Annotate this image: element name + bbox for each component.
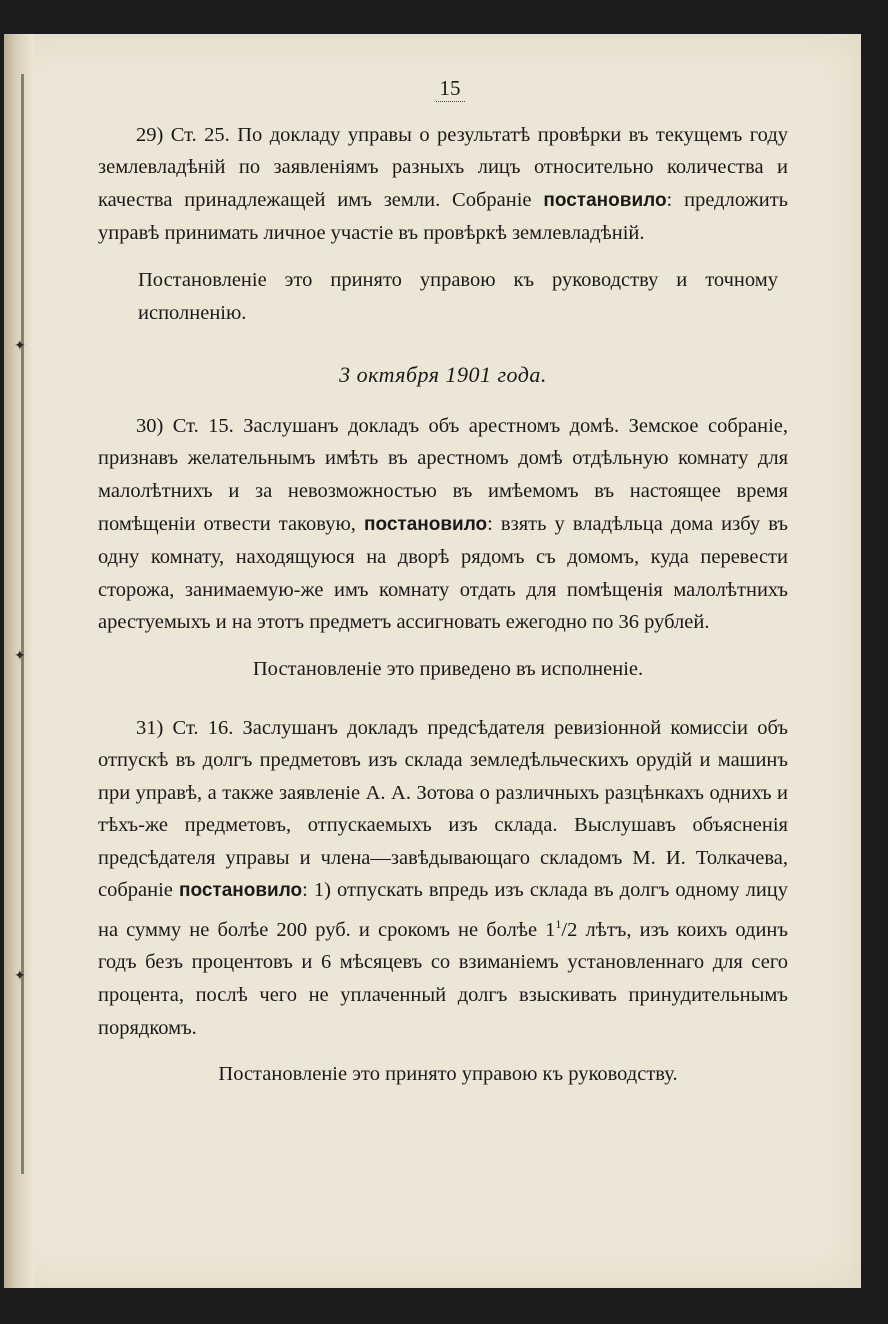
page-number [98, 72, 788, 105]
binding-thread-icon: ✦ [14, 338, 26, 354]
item-30-resolution: Постановленіе это приведено въ исполненіе. [252, 657, 644, 680]
page-text [98, 72, 788, 1091]
item-31-decision-part1: : 1) отпускать впредь изъ склада въ долгъ одному лицу на сумму не болѣе 200 руб. и срокомъ не болѣе 1 [98, 879, 789, 941]
item-31-decision-part2: лѣтъ, изъ коихъ одинъ годъ безъ процентовъ и 6 мѣсяцевъ со взиманіемъ установленнаго для сего процента, послѣ чего не уплаченный долгъ взыскивать принудительнымъ порядкомъ. [98, 918, 788, 1039]
binding-thread-icon: ✦ [14, 648, 26, 664]
item-31-fraction-denominator: /2 [561, 918, 578, 941]
item-29-text: 29) Ст. 25. По докладу управы о результатѣ провѣрки въ текущемъ году землевладѣній по заявленіямъ разныхъ лицъ относительно количества и качества принадлежащей имъ земли. Собраніе [98, 123, 788, 211]
item-30 [98, 410, 788, 639]
item-31-fraction-numerator: 1 [555, 917, 562, 932]
item-29-keyword: постановило [543, 189, 667, 211]
spacer [98, 686, 788, 706]
binding-edge [21, 74, 24, 1174]
item-31 [98, 712, 788, 1045]
item-29-resolution: Постановленіе это принято управою къ руководству и точному исполненію. [138, 268, 778, 324]
page-number-value: 15 [436, 75, 465, 102]
item-29-decision: : предложить управѣ принимать личное участіе въ провѣркѣ землевладѣній. [98, 188, 789, 245]
item-31-text: 31) Ст. 16. Заслушанъ докладъ предсѣдателя ревизіонной комиссіи объ отпускѣ въ долгъ предметовъ изъ склада земледѣльческихъ орудій и машинъ при управѣ, а также заявленіе А. А. Зотова о различныхъ разцѣнкахъ однихъ и тѣхъ-же предметовъ, отпускаемыхъ изъ склада. Выслушавъ объясненія предсѣдателя управы и члена—завѣдывающаго складомъ М. И. Толкачева, собраніе [98, 716, 788, 902]
item-29 [98, 119, 788, 250]
book-spine [4, 34, 34, 1288]
item-30-keyword: постановило [364, 513, 488, 535]
item-30-text: 30) Ст. 15. Заслушанъ докладъ объ арестномъ домѣ. Земское собраніе, признавъ желательнымъ имѣть въ арестномъ домѣ отдѣльную комнату для малолѣтнихъ и за невозможностью въ имѣемомъ въ настоящее время помѣщеніи отвести таковую, [98, 414, 788, 535]
session-date: 3 октября 1901 года. [339, 362, 547, 388]
binding-thread-icon: ✦ [14, 968, 26, 984]
item-31-resolution: Постановленіе это принято управою къ руководству. [218, 1063, 678, 1086]
item-30-decision: : взять у владѣльца дома избу въ одну комнату, находящуюся на дворѣ рядомъ съ домомъ, куда перевести сторожа, занимаемую-же имъ комнату отдать для помѣщенія малолѣтнихъ арестуемыхъ и на этотъ предметъ ассигновать ежегодно по 36 рублей. [98, 512, 788, 634]
item-31-keyword: постановило [178, 880, 303, 902]
